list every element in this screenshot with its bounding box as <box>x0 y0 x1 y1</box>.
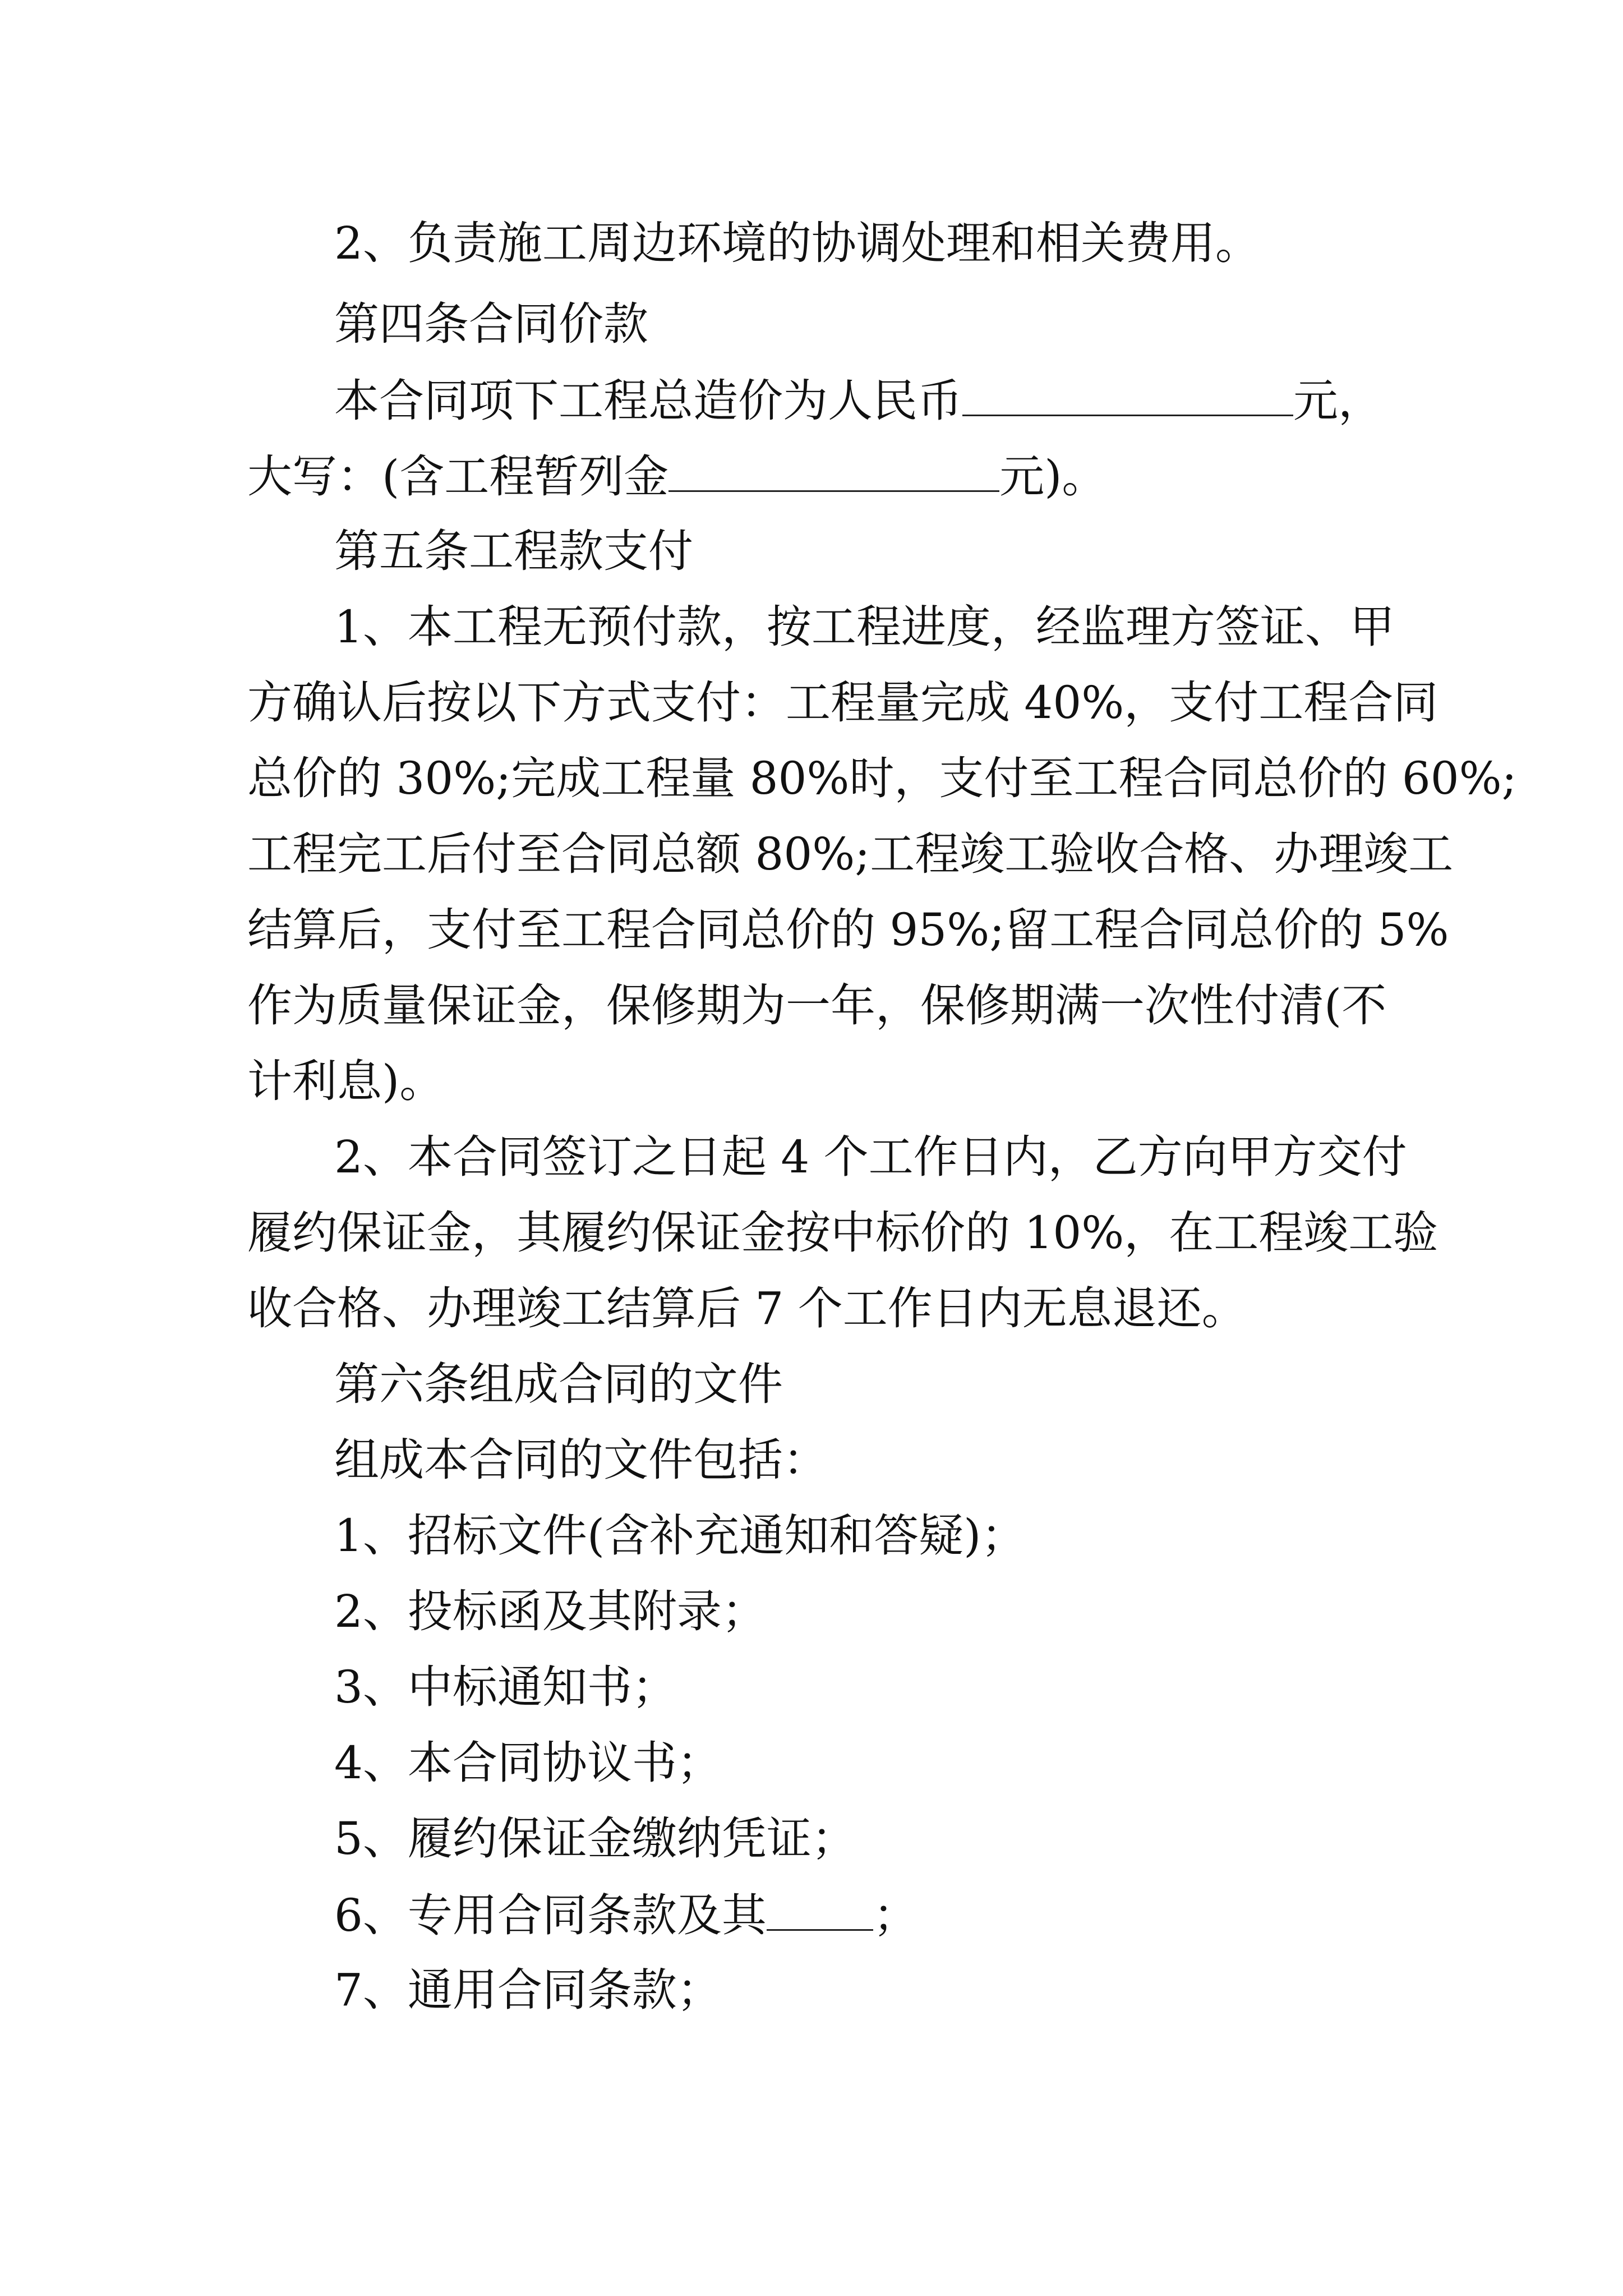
line-text: 7、通用合同条款； <box>334 1964 722 2016</box>
doc-line-9 <box>247 826 1453 882</box>
line-text: 方确认后按以下方式支付：工程量完成 40%，支付工程合同 <box>247 677 1438 729</box>
list-item-6 <box>334 1887 918 1944</box>
doc-line-8 <box>247 751 1517 807</box>
doc-line-10 <box>247 902 1449 958</box>
line-text: 4、本合同协议书； <box>334 1737 722 1789</box>
doc-line-17 <box>334 1432 828 1488</box>
article-heading-5 <box>334 523 693 579</box>
line-text: 5、履约保证金缴纳凭证； <box>334 1812 856 1865</box>
provisional-sum-blank <box>668 448 999 492</box>
doc-line-3 <box>334 372 1383 429</box>
line-text: 本合同项下工程总造价为人民币 <box>334 375 962 427</box>
list-item-1 <box>334 1508 1026 1564</box>
doc-line-6 <box>334 599 1395 655</box>
list-item-2 <box>334 1584 767 1640</box>
line-text: 计利息)。 <box>247 1055 445 1107</box>
line-text: 2、负责施工周边环境的协调处理和相关费用。 <box>334 217 1260 269</box>
line-text: 2、投标函及其附录； <box>334 1585 767 1637</box>
doc-line-4 <box>247 448 1106 505</box>
doc-line-13 <box>334 1129 1407 1185</box>
line-text: 组成本合同的文件包括： <box>334 1434 828 1486</box>
line-text: 第五条工程款支付 <box>334 525 693 577</box>
line-text: 2、本合同签订之日起 4 个工作日内，乙方向甲方交付 <box>334 1131 1407 1183</box>
doc-line-12 <box>247 1053 444 1110</box>
line-text: 大写：(含工程暂列金 <box>247 450 669 503</box>
line-text: 作为质量保证金，保修期为一年，保修期满一次性付清(不 <box>247 979 1387 1032</box>
line-text: 第六条组成合同的文件 <box>334 1358 783 1410</box>
line-text-after: 元)。 <box>999 450 1107 503</box>
doc-line-7 <box>247 675 1438 731</box>
article-heading-4 <box>334 296 648 352</box>
line-text: 1、招标文件(含补充通知和答疑)； <box>334 1510 1026 1562</box>
doc-line-1 <box>334 215 1260 272</box>
line-text: 第四条合同价款 <box>334 298 648 350</box>
line-text-after: 元， <box>1293 375 1383 427</box>
line-text: 工程完工后付至合同总额 80%;工程竣工验收合格、办理竣工 <box>247 828 1454 880</box>
line-text: 收合格、办理竣工结算后 7 个工作日内无息退还。 <box>247 1282 1247 1335</box>
line-text: 3、中标通知书； <box>334 1661 677 1713</box>
list-item-5 <box>334 1811 856 1867</box>
doc-line-14 <box>247 1205 1438 1261</box>
attachment-blank <box>767 1887 873 1931</box>
list-item-7 <box>334 1962 722 2018</box>
article-heading-6 <box>334 1356 783 1412</box>
doc-line-11 <box>247 978 1386 1034</box>
line-text: 1、本工程无预付款，按工程进度，经监理方签证、甲 <box>334 601 1395 653</box>
doc-line-15 <box>247 1281 1247 1337</box>
list-item-4 <box>334 1735 722 1791</box>
line-text: 6、专用合同条款及其 <box>334 1889 767 1941</box>
line-text: 履约保证金，其履约保证金按中标价的 10%，在工程竣工验 <box>247 1207 1438 1259</box>
line-text-after: ； <box>873 1889 918 1941</box>
price-blank <box>962 372 1293 416</box>
list-item-3 <box>334 1659 677 1715</box>
line-text: 结算后，支付至工程合同总价的 95%;留工程合同总价的 5% <box>247 904 1449 956</box>
line-text: 总价的 30%;完成工程量 80%时，支付至工程合同总价的 60%; <box>247 752 1517 804</box>
